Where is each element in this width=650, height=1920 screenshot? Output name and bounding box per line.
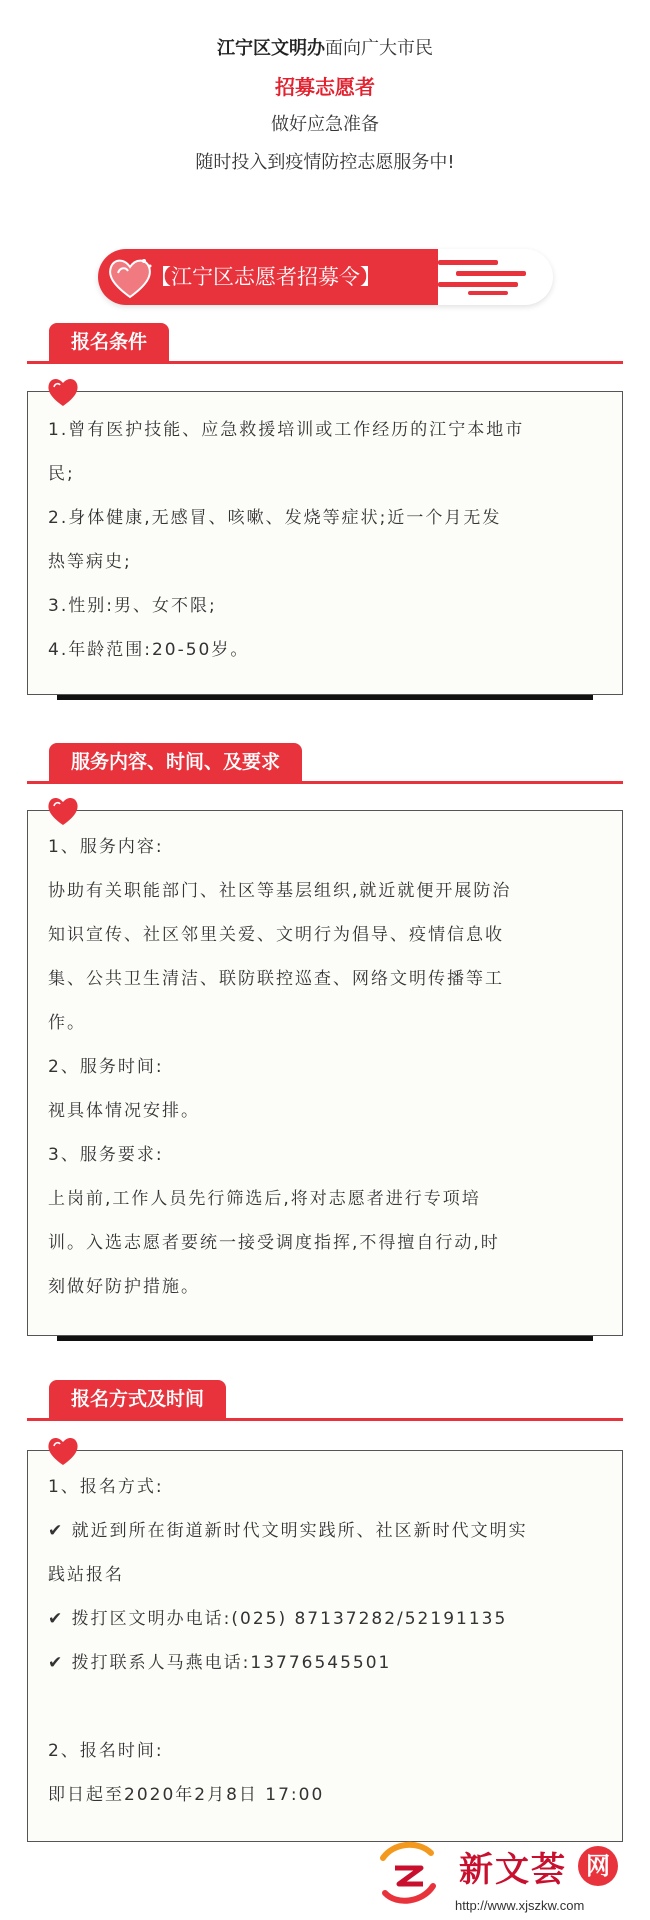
intro-line-1 bbox=[0, 30, 650, 68]
section-tab: 报名方式及时间 bbox=[49, 1380, 226, 1418]
text-line: 知识宣传、社区邻里关爱、文明行为倡导、疫情信息收 bbox=[48, 925, 504, 945]
intro-audience: 面向广大市民 bbox=[325, 38, 433, 59]
text-line: 2、报名时间: bbox=[48, 1741, 164, 1761]
site-watermark bbox=[373, 1838, 633, 1918]
heart-icon bbox=[104, 253, 156, 303]
heart-icon bbox=[45, 1434, 81, 1468]
text-line: 践站报名 bbox=[48, 1565, 124, 1585]
text-line: 上岗前,工作人员先行筛选后,将对志愿者进行专项培 bbox=[48, 1189, 481, 1209]
card-text bbox=[48, 1465, 604, 1817]
recruit-banner bbox=[98, 249, 553, 305]
text-line: ✔ 拨打区文明办电话:(025) 87137282/52191135 bbox=[48, 1609, 508, 1629]
text-line: 3.性别:男、女不限; bbox=[48, 596, 217, 616]
text-line: 2、服务时间: bbox=[48, 1057, 164, 1077]
section-tab: 服务内容、时间、及要求 bbox=[49, 743, 302, 781]
text-line: 2.身体健康,无感冒、咳嗽、发烧等症状;近一个月无发 bbox=[48, 508, 502, 528]
text-line: ✔ 拨打联系人马燕电话:13776545501 bbox=[48, 1653, 392, 1673]
watermark-name: 新文荟 bbox=[459, 1850, 567, 1890]
text-line bbox=[48, 1685, 604, 1729]
text-line: 民; bbox=[48, 464, 75, 484]
text-line: 3、服务要求: bbox=[48, 1145, 164, 1165]
section-tab: 报名条件 bbox=[49, 323, 169, 361]
intro-block bbox=[0, 30, 650, 182]
text-line: 刻做好防护措施。 bbox=[48, 1277, 200, 1297]
text-line: 4.年龄范围:20-50岁。 bbox=[48, 640, 250, 660]
heart-icon bbox=[45, 794, 81, 828]
watermark-wang-badge: 网 bbox=[578, 1846, 618, 1886]
text-line: 作。 bbox=[48, 1013, 86, 1033]
card-text bbox=[48, 825, 604, 1309]
text-line: 1.曾有医护技能、应急救援培训或工作经历的江宁本地市 bbox=[48, 420, 525, 440]
banner-title: 【江宁区志愿者招募令】 bbox=[150, 265, 381, 289]
intro-line-3: 做好应急准备 bbox=[271, 114, 379, 135]
section-rule bbox=[27, 781, 623, 784]
heart-icon bbox=[45, 375, 81, 409]
intro-line-4: 随时投入到疫情防控志愿服务中! bbox=[195, 152, 455, 173]
content-card bbox=[27, 810, 623, 1336]
intro-headline: 招募志愿者 bbox=[275, 75, 375, 99]
text-line: 协助有关职能部门、社区等基层组织,就近就便开展防治 bbox=[48, 881, 512, 901]
text-line: 即日起至2020年2月8日 17:00 bbox=[48, 1785, 325, 1805]
text-line: 1、服务内容: bbox=[48, 837, 164, 857]
card-text bbox=[48, 408, 604, 672]
text-line: 1、报名方式: bbox=[48, 1477, 164, 1497]
watermark-url: http://www.xjszkw.com bbox=[455, 1898, 585, 1913]
content-card bbox=[27, 1450, 623, 1842]
text-line: 训。入选志愿者要统一接受调度指挥,不得擅自行动,时 bbox=[48, 1233, 500, 1253]
text-line: 视具体情况安排。 bbox=[48, 1101, 200, 1121]
text-line: 热等病史; bbox=[48, 552, 132, 572]
content-card bbox=[27, 391, 623, 695]
section-rule bbox=[27, 361, 623, 364]
text-line: 集、公共卫生清洁、联防联控巡查、网络文明传播等工 bbox=[48, 969, 504, 989]
section-rule bbox=[27, 1418, 623, 1421]
intro-org: 江宁区文明办 bbox=[217, 38, 325, 59]
decor-stripes-icon bbox=[438, 257, 548, 297]
text-line: ✔ 就近到所在街道新时代文明实践所、社区新时代文明实 bbox=[48, 1521, 528, 1541]
logo-swirl-icon bbox=[373, 1838, 443, 1908]
